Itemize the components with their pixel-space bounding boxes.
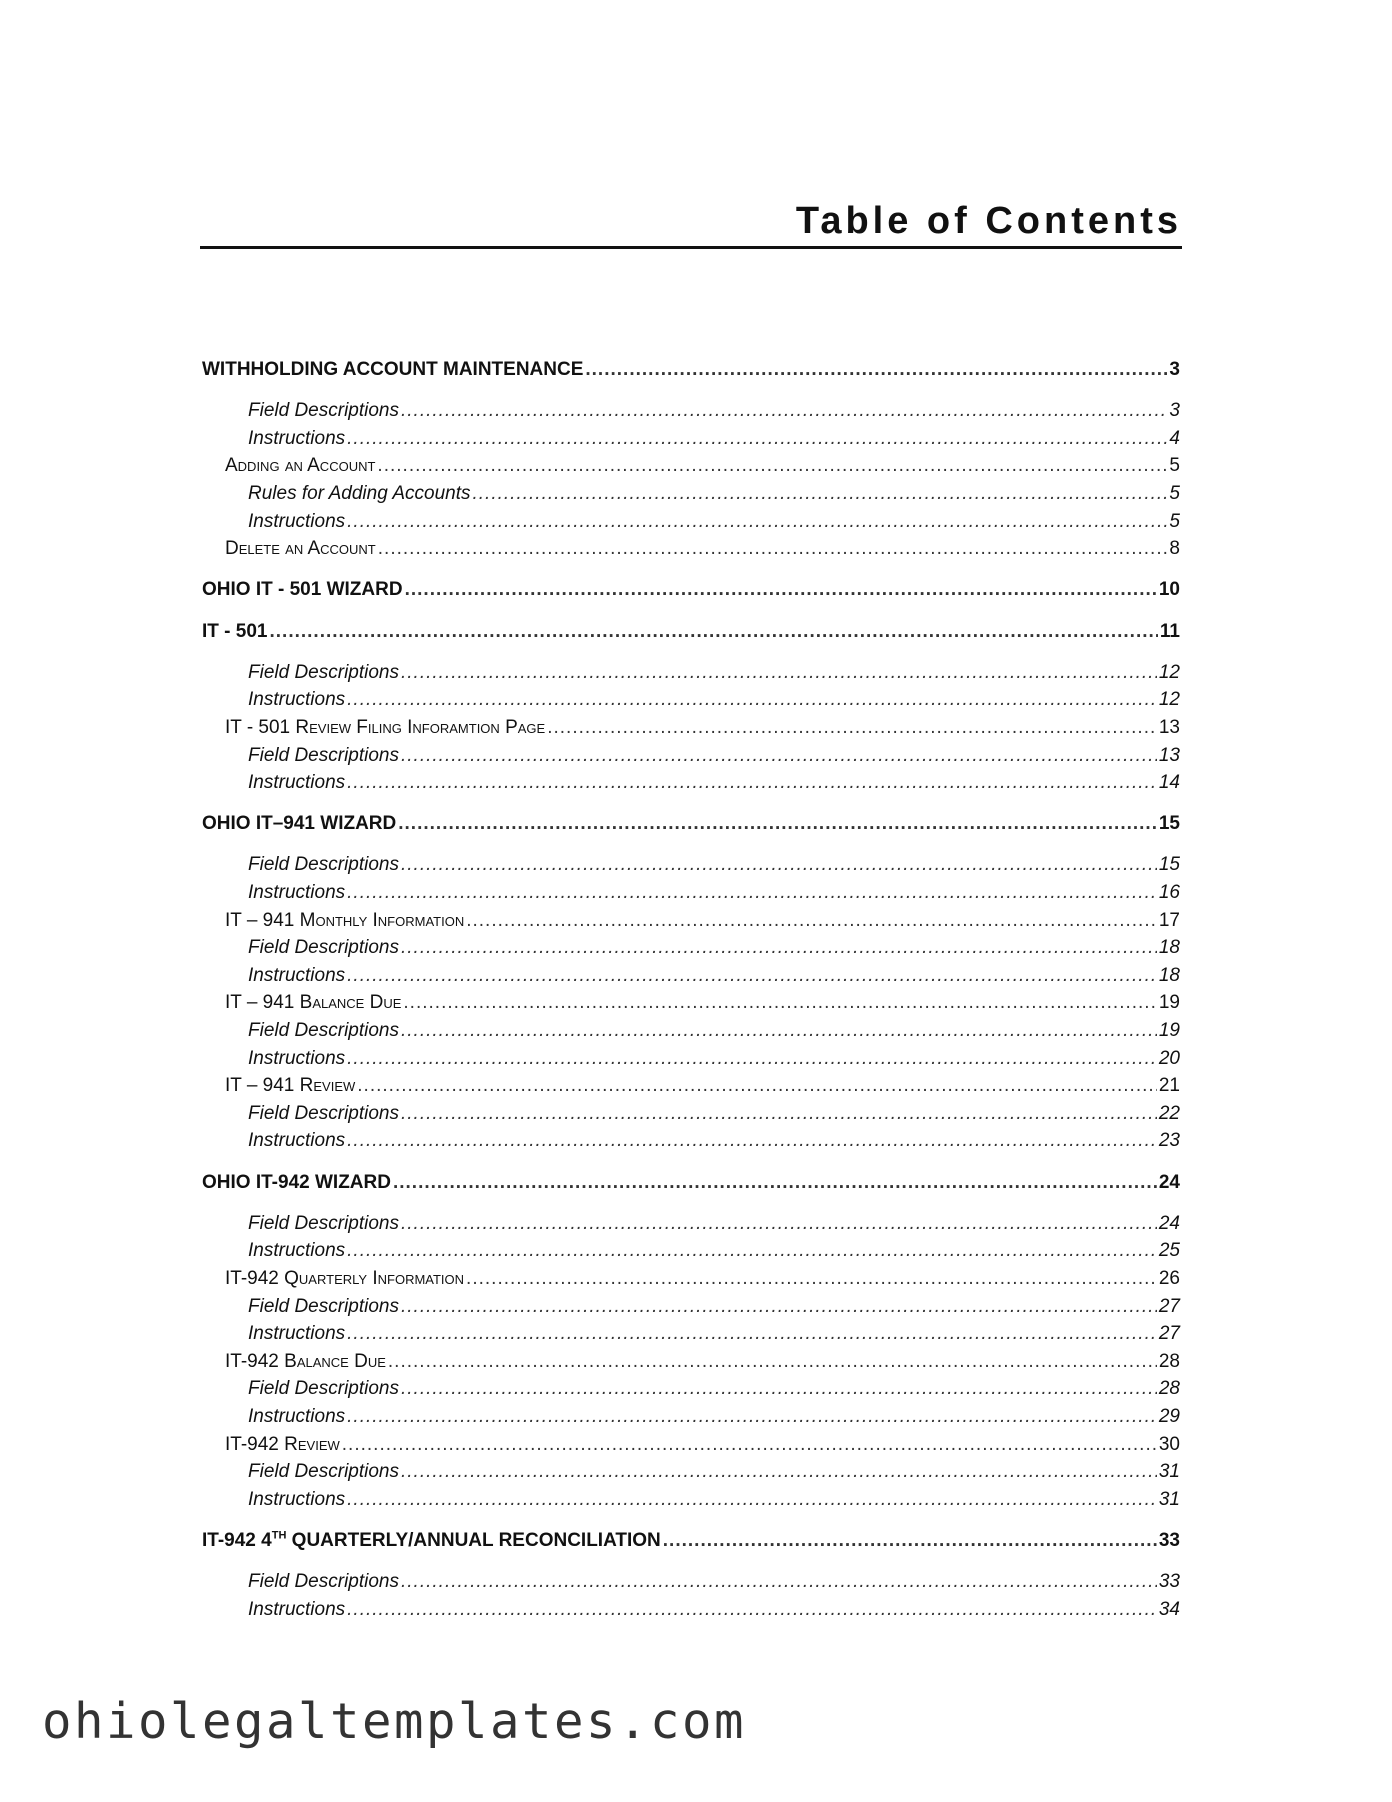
toc-page-number: 15 [1158,813,1180,835]
toc-entry[interactable] [202,742,1180,770]
toc-entry[interactable] [202,356,1180,384]
toc-entry[interactable] [202,1237,1180,1265]
toc-entry-label-text: OHIO IT-942 WIZARD [202,1171,391,1193]
toc-entry-label [248,1458,399,1486]
toc-entry-label [248,934,399,962]
toc-entry[interactable] [202,810,1180,838]
toc-entry-label-text: IT – 941 Balance Due [225,992,402,1014]
toc-entry-label-text: Instructions [248,1130,346,1152]
toc-entry-label [248,659,399,687]
toc-page-number: 5 [1169,455,1180,477]
toc-page-number: 3 [1169,359,1180,380]
toc-entry-label [248,686,345,714]
toc-dot-leader [403,989,1156,1017]
toc-entry[interactable] [202,686,1180,714]
toc-dot-leader [347,425,1167,453]
toc-page-number: 5 [1169,510,1180,532]
toc-entry-label-text: IT - 501 Review Filing Inforamtion Page [225,716,546,738]
toc-entry-label-text: OHIO IT - 501 WIZARD [202,579,403,601]
toc-entry-label-text: Delete an Account [225,538,376,560]
toc-entry[interactable] [202,535,1180,563]
toc-page-number: 18 [1158,964,1180,986]
toc-entry-label-text: Instructions [248,510,346,532]
toc-dot-leader [347,1596,1157,1624]
toc-entry-label-text: Field Descriptions [248,937,399,959]
toc-entry[interactable] [202,1127,1180,1155]
toc-entry-label-text: Field Descriptions [248,1102,399,1124]
title-rule [200,246,1182,249]
toc-entry-label [225,907,464,935]
toc-page-number: 10 [1158,579,1180,601]
toc-entry-label-text: IT - 501 [202,620,268,642]
toc-entry[interactable] [202,962,1180,990]
toc-entry-label-text: IT-942 Review [225,1433,340,1455]
page-title: Table of Contents [795,200,1182,242]
toc-entry-label [202,1169,391,1197]
toc-entry-label-text: Field Descriptions [248,1378,399,1400]
toc-entry-label-text: Field Descriptions [248,1461,399,1483]
toc-entry-label-text: Instructions [248,1047,346,1069]
toc-entry-label-text: Field Descriptions [248,854,399,876]
toc-entry-label [248,742,399,770]
toc-entry-label [248,1100,399,1128]
toc-entry-label [225,452,375,480]
toc-entry-label-text: Instructions [248,427,346,449]
toc-dot-leader [401,1375,1157,1403]
toc-dot-leader [401,1293,1157,1321]
toc-page-number: 24 [1158,1171,1180,1193]
toc-entry-label [248,1017,399,1045]
toc-entry-label-text: Instructions [248,1488,346,1510]
toc-dot-leader [393,1169,1157,1197]
toc-dot-leader [377,452,1167,480]
toc-dot-leader [347,962,1157,990]
toc-entry-label-text: OHIO IT–941 WIZARD [202,813,397,835]
toc-page-number: 13 [1158,716,1180,738]
toc-dot-leader [663,1527,1157,1555]
toc-entry[interactable] [202,508,1180,536]
toc-entry-label-text: Instructions [248,689,346,711]
toc-entry-label [225,714,545,742]
toc-entry[interactable] [202,1375,1180,1403]
toc-dot-leader [401,1017,1157,1045]
toc-entry-label [248,1045,345,1073]
toc-entry-label [248,1320,345,1348]
toc-entry[interactable] [202,452,1180,480]
toc-entry[interactable] [202,1458,1180,1486]
toc-entry-label [248,397,399,425]
toc-entry[interactable] [202,1596,1180,1624]
toc-entry-label-text: Field Descriptions [248,1571,399,1593]
toc-page-number: 8 [1169,538,1180,560]
toc-entry[interactable] [202,1045,1180,1073]
toc-page-number: 21 [1158,1075,1180,1097]
toc-dot-leader [398,810,1157,838]
toc-entry[interactable] [202,1100,1180,1128]
toc-page-number: 17 [1158,909,1180,931]
toc-dot-leader [401,1100,1157,1128]
toc-entry[interactable] [202,769,1180,797]
toc-dot-leader [405,576,1157,604]
toc-dot-leader [378,535,1168,563]
toc-page-number: 19 [1158,992,1180,1014]
toc-dot-leader [401,934,1157,962]
toc-dot-leader [466,907,1157,935]
toc-entry-label [202,810,396,838]
toc-dot-leader [585,356,1167,384]
toc-page-number: 16 [1158,882,1180,904]
toc-entry-label-text: IT – 941 Monthly Information [225,909,465,931]
toc-page-number: 13 [1158,744,1180,766]
toc-entry-label [248,851,399,879]
toc-dot-leader [466,1265,1157,1293]
toc-dot-leader [347,1237,1157,1265]
toc-dot-leader [401,742,1157,770]
toc-page-number: 14 [1158,772,1180,794]
toc-entry-superscript: TH [271,1529,287,1542]
toc-dot-leader [347,879,1157,907]
toc-entry-label [248,1486,345,1514]
toc-entry-label-text: IT – 941 Review [225,1075,356,1097]
toc-entry[interactable] [202,989,1180,1017]
toc-entry-label-text: Field Descriptions [248,1020,399,1042]
toc-entry-label-text: IT-942 4 [202,1529,272,1551]
toc-page-number: 33 [1158,1529,1180,1551]
toc-entry-label [248,1375,399,1403]
toc-entry-label [248,769,345,797]
toc-entry[interactable] [202,1293,1180,1321]
toc-page-number: 11 [1159,620,1180,642]
toc-entry[interactable] [202,1169,1180,1197]
toc-page-number: 19 [1158,1020,1180,1042]
toc-entry[interactable] [202,934,1180,962]
toc-entry[interactable] [202,618,1180,646]
toc-dot-leader [401,659,1157,687]
toc-page-number: 4 [1169,427,1180,449]
toc-entry[interactable] [202,1320,1180,1348]
toc-page-number: 20 [1158,1047,1180,1069]
toc-entry[interactable] [202,397,1180,425]
toc-entry-label [248,480,471,508]
toc-dot-leader [347,1403,1157,1431]
toc-page-number: 27 [1158,1323,1180,1345]
toc-entry[interactable] [202,907,1180,935]
toc-entry-label [225,535,376,563]
toc-entry[interactable] [202,1017,1180,1045]
toc-dot-leader [401,397,1167,425]
toc-entry-label-text: Field Descriptions [248,661,399,683]
toc-entry-label-text: Field Descriptions [248,1295,399,1317]
toc-entry[interactable] [202,1527,1180,1555]
toc-page-number: 30 [1158,1433,1180,1455]
toc-page-number: 22 [1158,1102,1180,1124]
toc-entry-label-text: Field Descriptions [248,400,399,422]
toc-dot-leader [269,618,1157,646]
toc-entry-label [248,962,345,990]
toc-dot-leader [347,1045,1157,1073]
toc-page-number: 26 [1158,1267,1180,1289]
toc-entry-label [225,989,401,1017]
toc-entry-label [248,425,345,453]
toc-dot-leader [347,769,1157,797]
toc-entry-label-text: Instructions [248,1323,346,1345]
toc-dot-leader [401,1568,1157,1596]
toc-page-number: 27 [1158,1295,1180,1317]
toc-page-number: 33 [1158,1571,1180,1593]
toc-entry[interactable] [202,659,1180,687]
toc-entry-label-text: Instructions [248,1598,346,1620]
toc-entry-label [202,1527,661,1555]
toc-entry-label-text: Instructions [248,882,346,904]
toc-entry-label [248,1210,399,1238]
toc-dot-leader [401,1210,1157,1238]
toc-entry-label [248,508,345,536]
toc-page-number: 23 [1158,1130,1180,1152]
toc-entry-label [225,1431,340,1459]
toc-dot-leader [347,686,1157,714]
watermark: ohiolegaltemplates.com [42,1693,747,1750]
toc-entry[interactable] [202,1265,1180,1293]
toc-dot-leader [357,1072,1157,1100]
toc-entry[interactable] [202,714,1180,742]
toc-page-number: 31 [1158,1488,1180,1510]
toc-entry-label [202,356,583,384]
toc-entry-label [248,1293,399,1321]
toc-entry-label-text: IT-942 Balance Due [225,1350,386,1372]
toc-entry-label-text: Instructions [248,964,346,986]
toc-entry-label [202,576,403,604]
toc-page-number: 34 [1158,1598,1180,1620]
toc-entry[interactable] [202,1072,1180,1100]
toc-entry-label [225,1072,355,1100]
table-of-contents [202,356,1180,1623]
toc-entry[interactable] [202,425,1180,453]
toc-page-number: 12 [1158,661,1180,683]
toc-dot-leader [347,508,1167,536]
toc-entry-label [248,1237,345,1265]
toc-entry[interactable] [202,1431,1180,1459]
toc-entry-label [248,879,345,907]
toc-entry-label [248,1596,345,1624]
toc-dot-leader [347,1127,1157,1155]
toc-entry[interactable] [202,1568,1180,1596]
toc-entry-label [225,1348,386,1376]
toc-page-number: 29 [1158,1405,1180,1427]
toc-entry-label-text: Rules for Adding Accounts [248,482,471,504]
toc-page-number: 28 [1158,1378,1180,1400]
toc-entry-label-text: Field Descriptions [248,1212,399,1234]
toc-page-number: 18 [1158,937,1180,959]
toc-dot-leader [547,714,1157,742]
toc-page-number: 31 [1158,1461,1180,1483]
toc-entry[interactable] [202,1348,1180,1376]
toc-dot-leader [347,1320,1157,1348]
toc-dot-leader [347,1486,1157,1514]
toc-entry[interactable] [202,576,1180,604]
toc-entry-label-rest: QUARTERLY/ANNUAL RECONCILIATION [286,1529,661,1551]
toc-entry-label [248,1127,345,1155]
toc-entry-label-text: IT-942 Quarterly Information [225,1267,465,1289]
toc-entry-label [248,1403,345,1431]
toc-dot-leader [473,480,1168,508]
toc-dot-leader [401,851,1157,879]
toc-entry[interactable] [202,480,1180,508]
toc-entry-label-text: Instructions [248,772,346,794]
toc-entry-label [202,618,267,646]
toc-entry-label [225,1265,464,1293]
toc-entry-label-text: Adding an Account [225,455,376,477]
toc-page-number: 24 [1158,1212,1180,1234]
toc-dot-leader [401,1458,1157,1486]
toc-page-number: 12 [1158,689,1180,711]
toc-entry-label-text: Instructions [248,1240,346,1262]
toc-page-number: 15 [1158,854,1180,876]
toc-entry-label [248,1568,399,1596]
toc-page-number: 3 [1169,400,1180,422]
toc-dot-leader [342,1431,1157,1459]
toc-entry-label-text: WITHHOLDING ACCOUNT MAINTENANCE [202,359,584,380]
toc-entry-label-text: Field Descriptions [248,744,399,766]
toc-entry[interactable] [202,1486,1180,1514]
toc-page-number: 5 [1169,482,1180,504]
toc-entry[interactable] [202,879,1180,907]
toc-entry-label-text: Instructions [248,1405,346,1427]
toc-entry[interactable] [202,1210,1180,1238]
toc-entry[interactable] [202,851,1180,879]
toc-entry[interactable] [202,1403,1180,1431]
toc-page-number: 25 [1158,1240,1180,1262]
toc-page-number: 28 [1158,1350,1180,1372]
toc-dot-leader [388,1348,1157,1376]
